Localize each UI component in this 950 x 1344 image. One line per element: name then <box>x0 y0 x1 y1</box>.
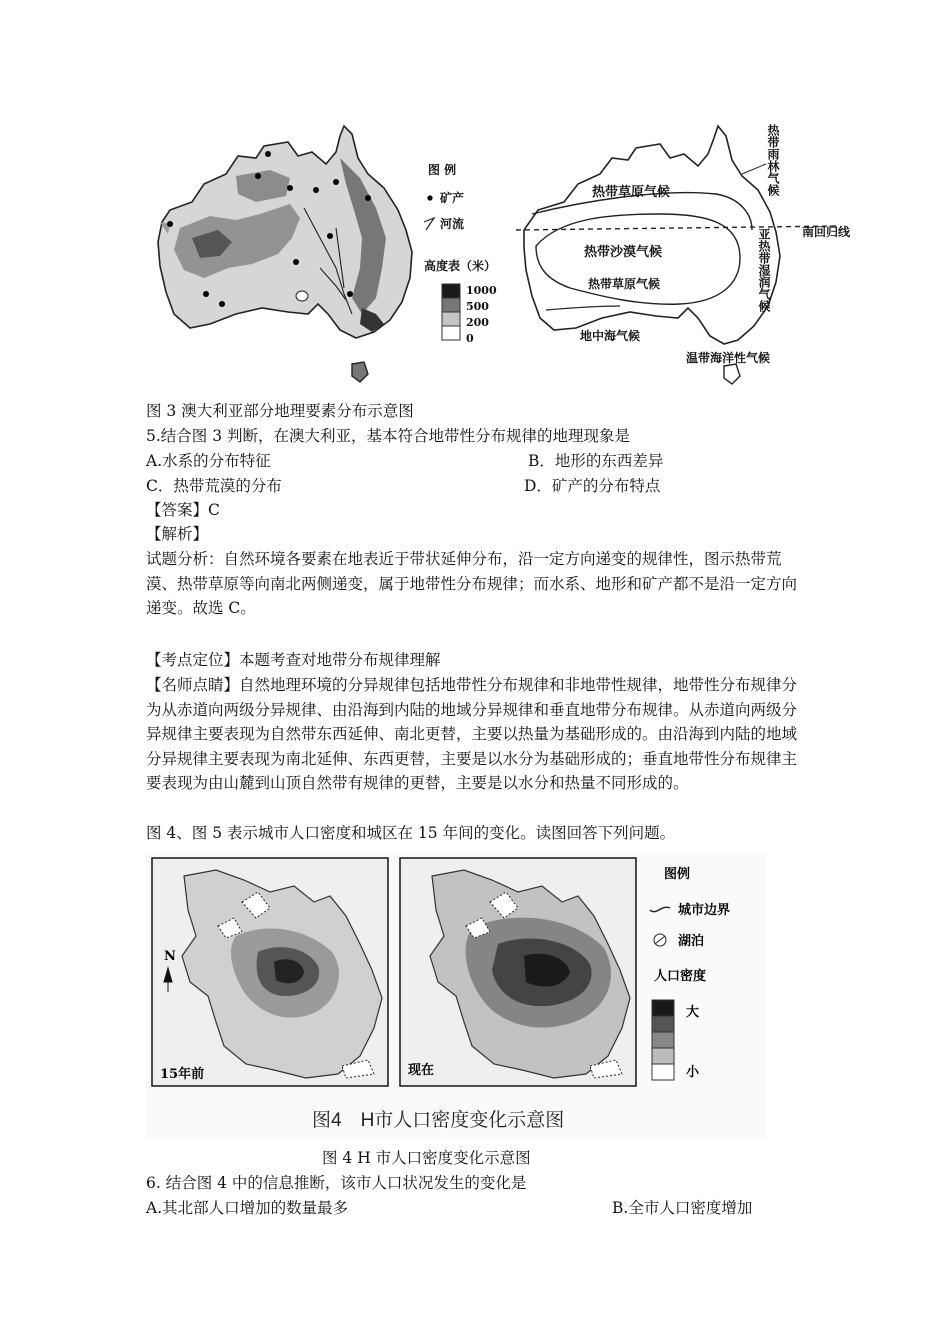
elev-tick-1000: 1000 <box>466 284 497 297</box>
fig4-legend-low: 小 <box>686 1065 700 1080</box>
tropic-label: 南回归线 <box>802 225 851 239</box>
legend-river: 河流 <box>440 217 465 231</box>
q5-option-a: A.水系的分布特征 <box>146 452 271 470</box>
q5-tips: 【名师点睛】自然地理环境的分异规律包括地带性分布规律和非地带性规律，地带性分布规律分为从赤道向两级分异规律、由沿海到内陆的地域分异规律和垂直地带分布规律。从赤道向两级分异规律主要表现为自然带东西延伸、南北更替，主要以热量为基础形成的。由沿海到内陆的地域分异规律主要表现为南北延伸、东西更替，主要是以水分为基础形成的；垂直地带性分布规律主要表现为由山麓到山顶自然带有规律的更替，主要是以水分和热量不同形成的。 <box>146 676 798 793</box>
legend-title: 图 例 <box>428 163 457 177</box>
australia-climate-map <box>516 126 851 384</box>
elevation-title: 高度表（米） <box>424 259 497 273</box>
q6-option-b: B.全市人口密度增加 <box>612 1199 753 1217</box>
intro-text: 图 4、图 5 表示城市人口密度和城区在 15 年间的变化。读图回答下列问题。 <box>146 824 676 842</box>
fig4-legend-lake: 湖泊 <box>678 934 705 949</box>
zone-savanna-north: 热带草原气候 <box>592 185 671 200</box>
figure3-legend <box>424 162 497 345</box>
mineral-dot-icon <box>427 195 432 200</box>
north-label: N <box>164 949 176 964</box>
fig4-legend-high: 大 <box>686 1005 700 1020</box>
panel-15-years-ago <box>152 858 388 1086</box>
panel-now <box>400 858 636 1086</box>
q5-answer: 【答案】C <box>146 501 220 519</box>
zone-desert: 热带沙漠气候 <box>584 245 663 260</box>
fig4-inner-title: 图4 H市人口密度变化示意图 <box>312 1110 565 1131</box>
q6-option-a: A.其北部人口增加的数量最多 <box>146 1199 349 1217</box>
elev-tick-0: 0 <box>466 332 474 345</box>
q5-option-b: B．地形的东西差异 <box>528 452 664 470</box>
zone-oceanic: 温带海洋性气候 <box>686 351 771 365</box>
panel-right-label: 现在 <box>408 1063 435 1078</box>
q5-option-c: C．热带荒漠的分布 <box>146 477 282 495</box>
q5-stem: 5.结合图 3 判断，在澳大利亚，基本符合地带性分布规律的地理现象是 <box>146 427 631 445</box>
figure3-caption: 图 3 澳大利亚部分地理要素分布示意图 <box>146 402 414 420</box>
figure4-caption: 图 4 H 市人口密度变化示意图 <box>322 1149 531 1167</box>
fig4-legend-title: 图例 <box>664 867 691 882</box>
q5-option-d: D．矿产的分布特点 <box>524 477 661 495</box>
australia-terrain-map <box>158 126 412 382</box>
figure4-maps <box>146 852 766 1140</box>
zone-mediterranean: 地中海气候 <box>580 329 641 343</box>
figure3-maps <box>140 118 870 396</box>
q5-point: 【考点定位】本题考查对地带分布规律理解 <box>146 651 441 669</box>
elev-tick-200: 200 <box>466 316 489 329</box>
legend-mineral: 矿产 <box>440 191 465 205</box>
q5-analysis: 试题分析：自然环境各要素在地表近于带状延伸分布，沿一定方向递变的规律性，图示热带荒漠、热带草原等向南北两侧递变，属于地带性分布规律；而水系、地形和矿产都不是沿一定方向递变。故选 C。 <box>146 550 798 618</box>
river-icon <box>424 218 434 230</box>
q5-analysis-title: 【解析】 <box>146 525 209 543</box>
zone-rainforest-vertical: 热带雨林气候 <box>766 124 780 196</box>
elev-tick-500: 500 <box>466 300 489 313</box>
fig4-legend-boundary: 城市边界 <box>678 903 731 918</box>
panel-left-label: 15年前 <box>160 1067 205 1082</box>
q6-stem: 6. 结合图 4 中的信息推断，该市人口状况发生的变化是 <box>146 1174 527 1192</box>
fig4-legend-density: 人口密度 <box>654 969 707 984</box>
zone-savanna-south: 热带草原气候 <box>588 277 661 291</box>
zone-subtropical-vertical: 亚热带湿润气候 <box>757 228 771 312</box>
